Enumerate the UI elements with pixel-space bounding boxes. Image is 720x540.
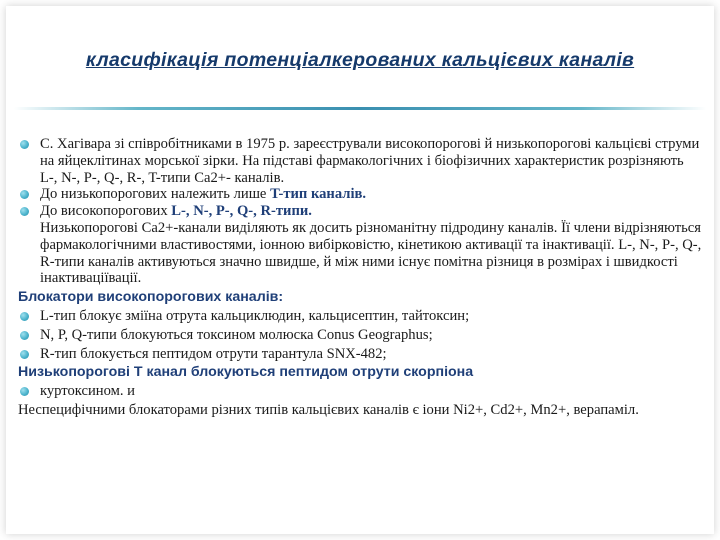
bullet-paragraph-r-type <box>18 346 702 363</box>
paragraph-nonspecific-blockers: Неспецифічними блокаторами різних типів кальцієвих каналів є іони Ni2+, Cd2+, Mn2+, верапаміл. <box>18 401 639 418</box>
slide-title: класифікація потенціалкерованих кальцієвих каналів <box>85 49 635 71</box>
paragraph-text: L-тип блокує зміїна отрута кальциклюдин, кальцисептин, тайтоксин; <box>40 307 470 324</box>
paragraph-continuation: Низькопорогові Ca2+-канали виділяють як досить різноманітну підродину каналів. Її члени відрізняються фармакологічними властивостями, іонною вибірковістю, кінетикою активації та інактивації. L-, N-, P-, Q-, R-типи каналів активуються значно швидше, й між ними існує помітна різниця в розмірах і швидкості інактиваціївації. <box>40 219 702 287</box>
highlight-text: L-, N-, P-, Q-, R-типи. <box>171 203 312 220</box>
bullet-dot-icon <box>20 331 29 340</box>
section-heading-high-blockers: Блокатори високопорогових каналів: <box>18 289 284 306</box>
bullet-paragraph-high-threshold <box>18 203 702 220</box>
bullet-dot-icon <box>20 207 29 216</box>
bullet-dot-icon <box>20 350 29 359</box>
paragraph-text: N, P, Q-типи блокуються токсином молюска Conus Geographus; <box>40 326 433 343</box>
bullet-paragraph-discovery <box>18 136 702 186</box>
title-divider <box>14 107 706 110</box>
bullet-paragraph-low-threshold <box>18 186 702 203</box>
bullet-paragraph-kurtoxin <box>18 383 702 400</box>
section-heading-low-blockers: Низькопорогові T канал блокуються пептидом отрути скорпіона <box>18 364 474 381</box>
bullet-dot-icon <box>20 312 29 321</box>
slide-body <box>18 136 702 419</box>
highlight-text: T-тип каналів. <box>270 186 367 203</box>
paragraph-text: До низькопорогових належить лише <box>40 186 271 203</box>
bullet-dot-icon <box>20 140 29 149</box>
bullet-dot-icon <box>20 387 29 396</box>
paragraph-text: R-тип блокується пептидом отрути тарантула SNX-482; <box>40 345 387 362</box>
paragraph-text: С. Хагівара зі співробітниками в 1975 р. зареєстрували високопорогові й низькопорогові кальцієві струми на яйцеклітинах морської зірки. На підставі фармакологічних і біофізичних характеристик розрізняють L-, N-, P-, Q-, R-, T-типи Ca2+- каналів. <box>40 136 700 186</box>
paragraph-text: куртоксином. и <box>40 383 135 400</box>
bullet-dot-icon <box>20 190 29 199</box>
paragraph-text: До високопорогових <box>40 203 172 220</box>
bullet-paragraph-npq-type <box>18 327 702 344</box>
bullet-paragraph-l-type <box>18 308 702 325</box>
